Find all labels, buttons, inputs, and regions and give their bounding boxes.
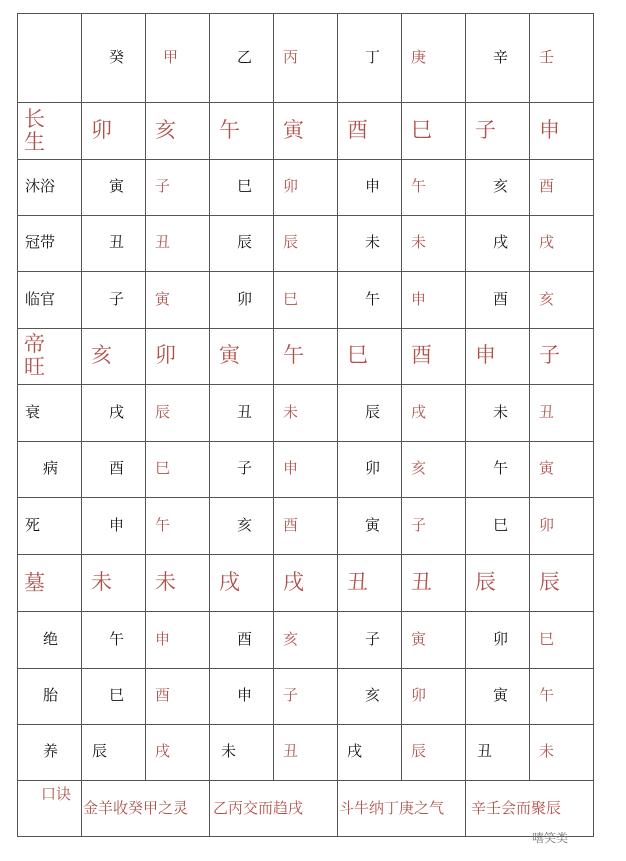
grid-vline <box>17 13 18 837</box>
stage-branch: 寅 <box>109 177 125 195</box>
stage-label: 绝 <box>43 629 59 648</box>
stage-branch: 未 <box>365 233 381 251</box>
stage-branch: 卯 <box>411 686 427 704</box>
stage-branch: 巳 <box>493 515 509 534</box>
stage-branch: 亥 <box>539 289 555 308</box>
grid-vline <box>465 13 466 837</box>
stage-branch: 戌 <box>493 233 509 251</box>
stage-branch: 戌 <box>283 569 304 594</box>
stage-branch: 酉 <box>539 177 555 195</box>
stage-label: 长生 <box>24 106 45 154</box>
header-stem: 乙 <box>237 48 253 66</box>
stage-branch: 未 <box>91 569 112 594</box>
header-stem: 癸 <box>109 48 125 66</box>
stage-branch: 辰 <box>411 742 427 760</box>
header-stem: 辛 <box>493 48 509 66</box>
grid-vline <box>81 13 82 837</box>
stage-branch: 未 <box>221 742 237 760</box>
stage-label: 衰 <box>25 402 41 421</box>
stage-branch: 巳 <box>237 177 253 195</box>
stage-branch: 子 <box>237 459 253 477</box>
stage-label: 帝旺 <box>24 332 45 379</box>
grid-hline <box>17 441 594 442</box>
footer-label: 口诀 <box>41 785 72 803</box>
stage-branch: 亥 <box>365 686 381 704</box>
stage-branch: 午 <box>365 289 381 308</box>
stage-branch: 午 <box>411 177 427 195</box>
stage-branch: 申 <box>155 629 171 648</box>
grid-hline <box>17 497 594 498</box>
stage-branch: 子 <box>109 289 125 308</box>
stage-branch: 卯 <box>493 629 509 648</box>
stage-branch: 巳 <box>347 343 368 367</box>
grid-vline <box>273 13 274 781</box>
stage-branch: 亥 <box>155 117 176 142</box>
grid-vline <box>145 13 146 781</box>
stage-label: 病 <box>43 459 59 477</box>
stage-branch: 丑 <box>539 402 555 421</box>
grid-hline <box>17 780 594 781</box>
stage-branch: 丑 <box>155 233 171 251</box>
stage-branch: 卯 <box>283 177 299 195</box>
stage-branch: 申 <box>539 117 560 142</box>
stage-branch: 亥 <box>493 177 509 195</box>
stage-branch: 戌 <box>411 402 427 421</box>
header-stem: 庚 <box>411 48 427 66</box>
grid-hline <box>17 328 594 329</box>
grid-vline <box>209 13 210 837</box>
stage-branch: 酉 <box>347 117 368 142</box>
stage-branch: 酉 <box>493 289 509 308</box>
stage-branch: 午 <box>155 515 171 534</box>
stage-branch: 酉 <box>155 686 171 704</box>
stage-branch: 巳 <box>411 117 432 142</box>
grid-hline <box>17 13 594 14</box>
stage-branch: 子 <box>365 629 381 648</box>
stage-branch: 寅 <box>365 515 381 534</box>
stage-branch: 丑 <box>477 742 493 760</box>
stage-label: 胎 <box>43 686 59 704</box>
stage-branch: 辰 <box>365 402 381 421</box>
header-stem: 丁 <box>365 48 381 66</box>
stage-branch: 巳 <box>283 289 299 308</box>
stage-branch: 戌 <box>219 569 240 594</box>
stage-branch: 寅 <box>219 343 240 367</box>
stage-branch: 午 <box>283 343 304 367</box>
stage-branch: 卯 <box>539 515 555 534</box>
footer-verse: 金羊收癸甲之灵 <box>83 799 189 817</box>
header-stem: 甲 <box>163 48 179 66</box>
stage-label: 墓 <box>24 570 45 595</box>
stage-branch: 未 <box>411 233 427 251</box>
stage-branch: 寅 <box>155 289 171 308</box>
stage-branch: 寅 <box>539 459 555 477</box>
stage-branch: 丑 <box>109 233 125 251</box>
stage-branch: 子 <box>155 177 171 195</box>
grid-vline <box>593 13 594 837</box>
grid-hline <box>17 102 594 103</box>
stage-branch: 申 <box>365 177 381 195</box>
stage-branch: 卯 <box>365 459 381 477</box>
stage-branch: 子 <box>411 515 427 534</box>
stage-branch: 辰 <box>283 233 299 251</box>
stage-branch: 申 <box>411 289 427 308</box>
stage-branch: 巳 <box>109 686 125 704</box>
stage-branch: 子 <box>283 686 299 704</box>
stage-branch: 辰 <box>155 402 171 421</box>
stage-branch: 寅 <box>411 629 427 648</box>
stage-branch: 辰 <box>539 569 560 594</box>
stage-branch: 巳 <box>539 629 555 648</box>
grid-hline <box>17 668 594 669</box>
grid-vline <box>337 13 338 837</box>
stage-branch: 未 <box>539 742 555 760</box>
stage-branch: 未 <box>155 569 176 594</box>
stage-branch: 申 <box>109 515 125 534</box>
stage-branch: 戌 <box>109 402 125 421</box>
stage-branch: 亥 <box>237 515 253 534</box>
grid-hline <box>17 384 594 385</box>
stage-branch: 戌 <box>155 742 171 760</box>
grid-hline <box>17 159 594 160</box>
grid-vline <box>529 13 530 781</box>
stage-branch: 戌 <box>539 233 555 251</box>
grid-hline <box>17 554 594 555</box>
stage-branch: 亥 <box>411 459 427 477</box>
grid-hline <box>17 724 594 725</box>
stage-branch: 辰 <box>92 742 108 760</box>
stage-branch: 酉 <box>283 515 299 534</box>
stage-branch: 未 <box>493 402 509 421</box>
header-stem: 壬 <box>539 48 555 66</box>
footer-verse: 乙丙交而趋戌 <box>213 799 304 817</box>
stage-branch: 丑 <box>283 742 299 760</box>
stage-branch: 卯 <box>237 289 253 308</box>
stage-branch: 酉 <box>109 459 125 477</box>
stage-label: 沐浴 <box>25 177 56 195</box>
stage-branch: 辰 <box>475 569 496 594</box>
stage-branch: 未 <box>283 402 299 421</box>
stage-branch: 亥 <box>283 629 299 648</box>
grid-hline <box>17 271 594 272</box>
stage-branch: 申 <box>283 459 299 477</box>
footer-verse: 斗牛纳丁庚之气 <box>339 799 445 817</box>
stage-branch: 丑 <box>411 569 432 594</box>
stage-branch: 戌 <box>347 742 363 760</box>
stage-branch: 午 <box>109 629 125 648</box>
stage-branch: 巳 <box>155 459 171 477</box>
grid-vline <box>401 13 402 781</box>
stage-branch: 申 <box>237 686 253 704</box>
stage-branch: 酉 <box>237 629 253 648</box>
stage-branch: 子 <box>539 343 560 367</box>
stage-branch: 卯 <box>91 117 112 142</box>
header-stem: 丙 <box>283 48 299 66</box>
grid-hline <box>17 836 594 837</box>
stage-label: 冠带 <box>25 233 56 251</box>
stage-branch: 寅 <box>493 686 509 704</box>
stage-branch: 辰 <box>237 233 253 251</box>
stage-branch: 申 <box>475 343 496 367</box>
footer-verse: 辛壬会而聚辰 <box>471 799 562 817</box>
stage-branch: 酉 <box>411 343 432 367</box>
stage-label: 养 <box>43 742 59 760</box>
grid-hline <box>17 215 594 216</box>
stage-branch: 丑 <box>347 569 368 594</box>
grid-hline <box>17 611 594 612</box>
stage-branch: 午 <box>539 686 555 704</box>
stage-branch: 子 <box>475 117 496 142</box>
watermark-text: 嘻笑类 <box>532 831 569 845</box>
stage-branch: 寅 <box>283 117 304 142</box>
stage-branch: 亥 <box>91 343 112 367</box>
stage-branch: 卯 <box>155 343 176 367</box>
stage-branch: 午 <box>493 459 509 477</box>
stage-branch: 午 <box>219 117 240 142</box>
stage-branch: 丑 <box>237 402 253 421</box>
stage-label: 死 <box>25 515 41 534</box>
stage-label: 临官 <box>25 289 56 308</box>
